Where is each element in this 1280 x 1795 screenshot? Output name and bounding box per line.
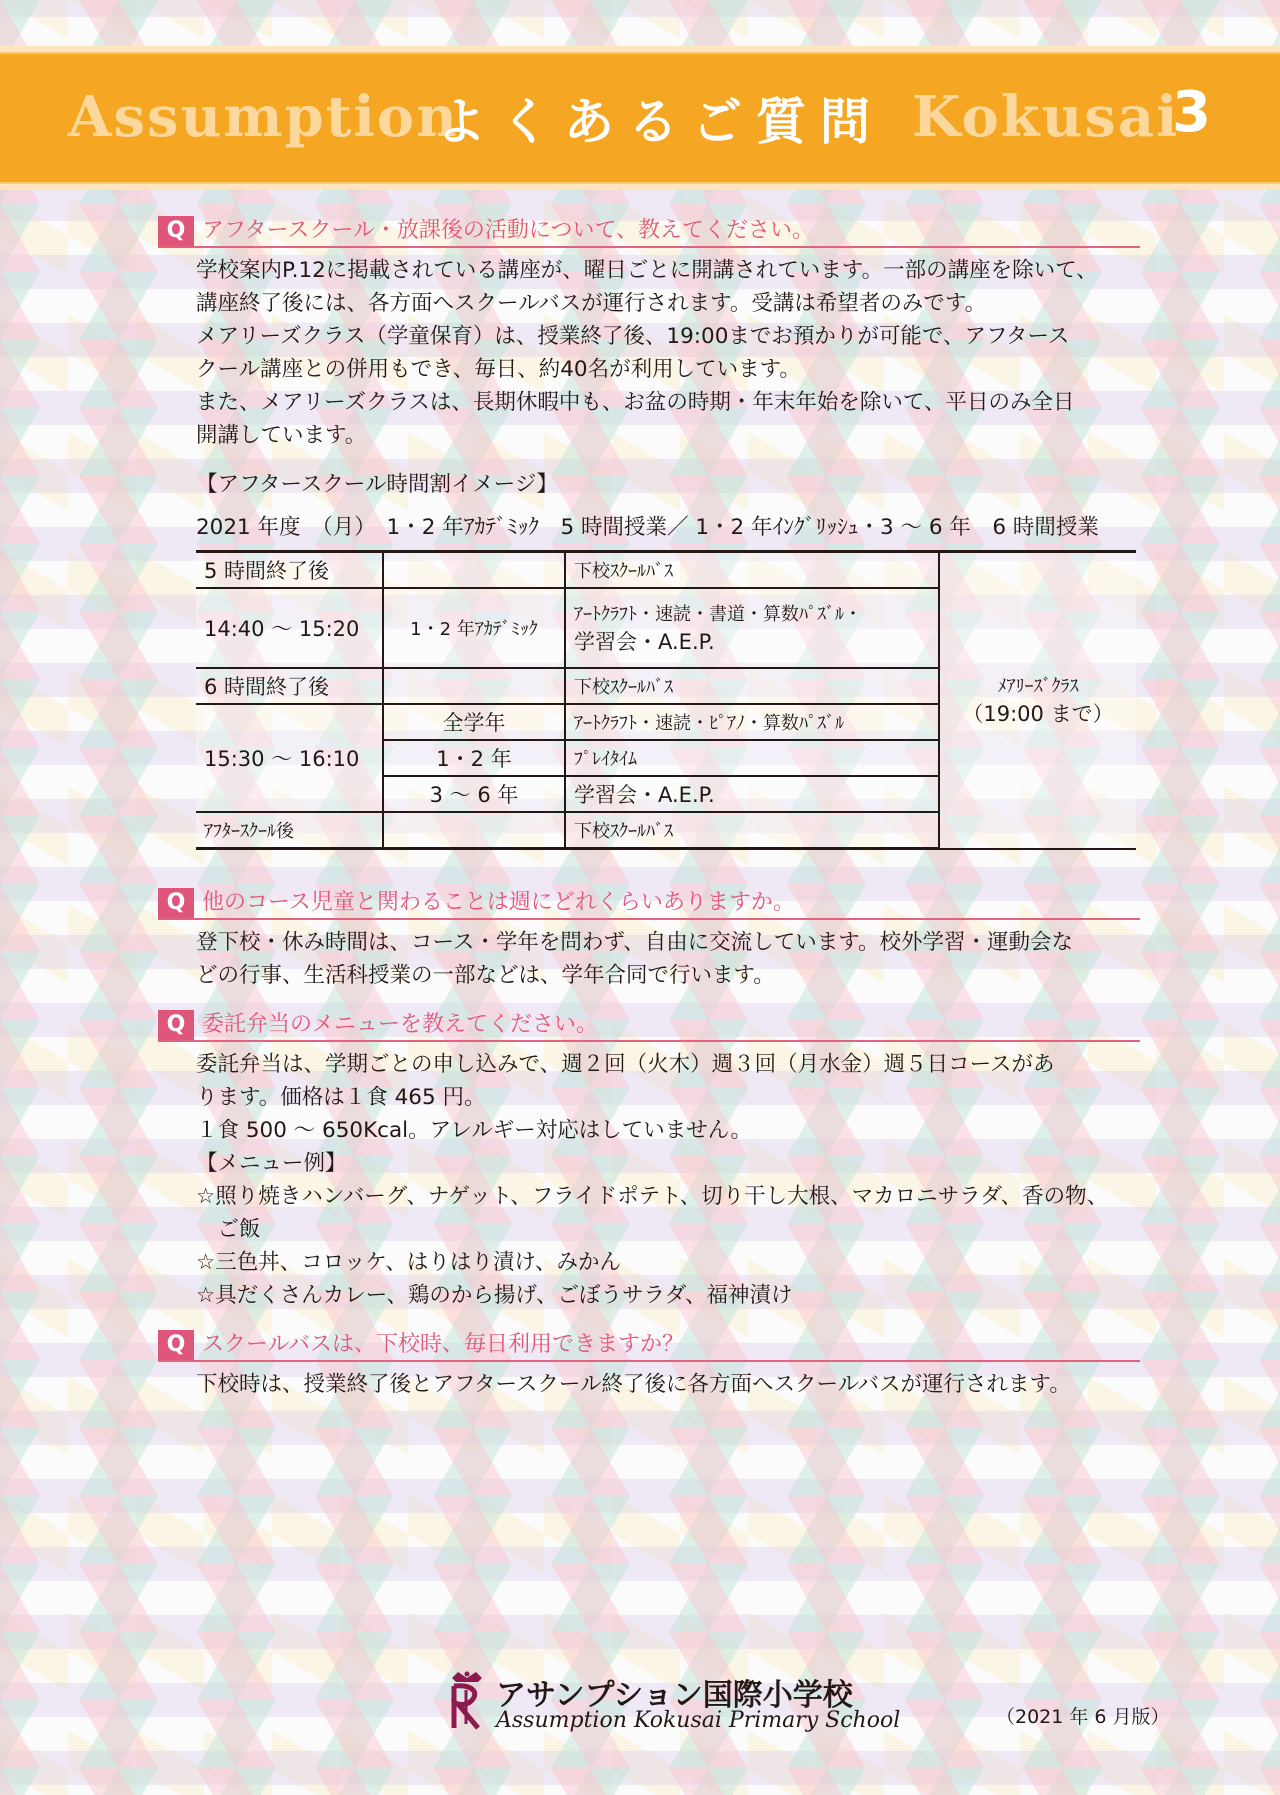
answer-line: 講座終了後には、各方面へスクールバスが運行されます。受講は希望者のみです。 <box>196 291 987 316</box>
afterschool-timetable <box>196 550 1136 850</box>
answer-line: 学校案内P.12に掲載されている講座が、曜日ごとに開講されています。一部の講座を除いて、 <box>196 258 1098 283</box>
question-text: アフタースクール・放課後の活動について、教えてください。 <box>202 218 815 243</box>
answer-line: クール講座との併用もでき、毎日、約40名が利用しています。 <box>196 357 801 382</box>
table-cell <box>565 588 939 668</box>
header-latin-right: Kokusai <box>912 84 1180 150</box>
timetable-caption: 2021 年度 （月） 1・2 年ｱｶﾃﾞﾐｯｸ 5 時間授業／ 1・2 年ｲﾝｸﾞﾘｯｼｭ・3 ～ 6 年 6 時間授業 <box>196 515 1099 540</box>
faq-content <box>158 214 1140 1417</box>
table-cell: 学習会・A.E.P. <box>565 776 939 812</box>
question-text: スクールバスは、下校時、毎日利用できますか？ <box>202 1332 685 1357</box>
answer-line: １食 500 ～ 650Kcal。アレルギー対応はしていません。 <box>196 1118 753 1143</box>
activity-line: 学習会・A.E.P. <box>574 630 715 654</box>
marys-class-cell <box>939 552 1136 849</box>
q-badge: Q <box>158 216 194 246</box>
answer-text <box>158 1368 1140 1401</box>
header-latin-left: Assumption <box>68 84 459 150</box>
answer-line: 【メニュー例】 <box>196 1151 347 1176</box>
question-heading <box>158 886 1140 920</box>
table-cell <box>383 668 565 704</box>
table-cell <box>383 812 565 849</box>
answer-line: 登下校・休み時間は、コース・学年を問わず、自由に交流しています。校外学習・運動会な <box>196 930 1073 955</box>
edition-date: （2021 年 6 月版） <box>996 1706 1170 1728</box>
answer-text <box>158 254 1140 452</box>
answer-line: メアリーズクラス（学童保育）は、授業終了後、19:00までお預かりが可能で、アフタース <box>196 324 1070 349</box>
table-cell: ｱｰﾄｸﾗﾌﾄ・速読・ﾋﾟｱﾉ・算数ﾊﾟｽﾞﾙ <box>565 704 939 740</box>
marys-class-hours: （19:00 まで） <box>962 702 1114 727</box>
answer-line: どの行事、生活科授業の一部などは、学年合同で行います。 <box>196 963 775 988</box>
table-cell <box>383 552 565 589</box>
table-cell: 下校ｽｸｰﾙﾊﾞｽ <box>565 668 939 704</box>
table-cell: 3 ～ 6 年 <box>383 776 565 812</box>
question-text: 他のコース児童と関わることは週にどれくらいありますか。 <box>202 890 795 915</box>
q-badge: Q <box>158 888 194 918</box>
answer-line: ります。価格は１食 465 円。 <box>196 1085 486 1110</box>
faq-section-afterschool <box>158 214 1140 850</box>
answer-line: ☆照り焼きハンバーグ、ナゲット、フライドポテト、切り干し大根、マカロニサラダ、香の物、 <box>196 1184 1109 1209</box>
page-number: 3 <box>1172 80 1211 145</box>
q-badge: Q <box>158 1010 194 1040</box>
answer-line: ☆三色丼、コロッケ、はりはり漬け、みかん <box>196 1250 621 1275</box>
table-cell: 全学年 <box>383 704 565 740</box>
page-title: よくあるご質問 <box>436 93 884 151</box>
question-heading <box>158 214 1140 248</box>
question-heading <box>158 1008 1140 1042</box>
school-name-en: Assumption Kokusai Primary School <box>496 1708 901 1733</box>
marys-class-label: ﾒｱﾘｰｽﾞｸﾗｽ <box>997 676 1079 698</box>
table-cell: 1・2 年 <box>383 740 565 776</box>
table-cell: 6 時間終了後 <box>196 668 383 704</box>
answer-text <box>158 1048 1140 1312</box>
table-row <box>196 552 1136 589</box>
faq-section-lunch <box>158 1008 1140 1312</box>
faq-section-school-bus <box>158 1328 1140 1401</box>
table-cell: 下校ｽｸｰﾙﾊﾞｽ <box>565 552 939 589</box>
activity-line: ｱｰﾄｸﾗﾌﾄ・速読・書道・算数ﾊﾟｽﾞﾙ・ <box>574 604 862 625</box>
timetable-title: 【アフタースクール時間割イメージ】 <box>196 472 558 497</box>
table-cell: 1・2 年ｱｶﾃﾞﾐｯｸ <box>383 588 565 668</box>
q-badge: Q <box>158 1330 194 1360</box>
question-text: 委託弁当のメニューを教えてください。 <box>202 1012 599 1037</box>
table-cell: 14:40 ～ 15:20 <box>196 588 383 668</box>
answer-line: ご飯 <box>196 1217 261 1242</box>
answer-line: 下校時は、授業終了後とアフタースクール終了後に各方面へスクールバスが運行されます。 <box>196 1372 1071 1397</box>
answer-line: また、メアリーズクラスは、長期休暇中も、お盆の時期・年末年始を除いて、平日のみ全日 <box>196 390 1075 415</box>
answer-line: 委託弁当は、学期ごとの申し込みで、週２回（火木）週３回（月水金）週５日コースがあ <box>196 1052 1055 1077</box>
school-name-jp: アサンプション国際小学校 <box>496 1678 853 1713</box>
table-cell: ﾌﾟﾚｲﾀｲﾑ <box>565 740 939 776</box>
school-crest-icon <box>444 1668 490 1734</box>
table-cell: ｱﾌﾀｰｽｸｰﾙ後 <box>196 812 383 849</box>
answer-text <box>158 926 1140 992</box>
answer-line: ☆具だくさんカレー、鶏のから揚げ、ごぼうサラダ、福神漬け <box>196 1283 793 1308</box>
answer-line: 開講しています。 <box>196 423 367 448</box>
table-cell: 下校ｽｸｰﾙﾊﾞｽ <box>565 812 939 849</box>
table-cell: 5 時間終了後 <box>196 552 383 589</box>
faq-section-other-courses <box>158 886 1140 992</box>
header-band <box>0 52 1280 184</box>
school-logo <box>444 1668 901 1738</box>
question-heading <box>158 1328 1140 1362</box>
table-cell: 15:30 ～ 16:10 <box>196 704 383 812</box>
